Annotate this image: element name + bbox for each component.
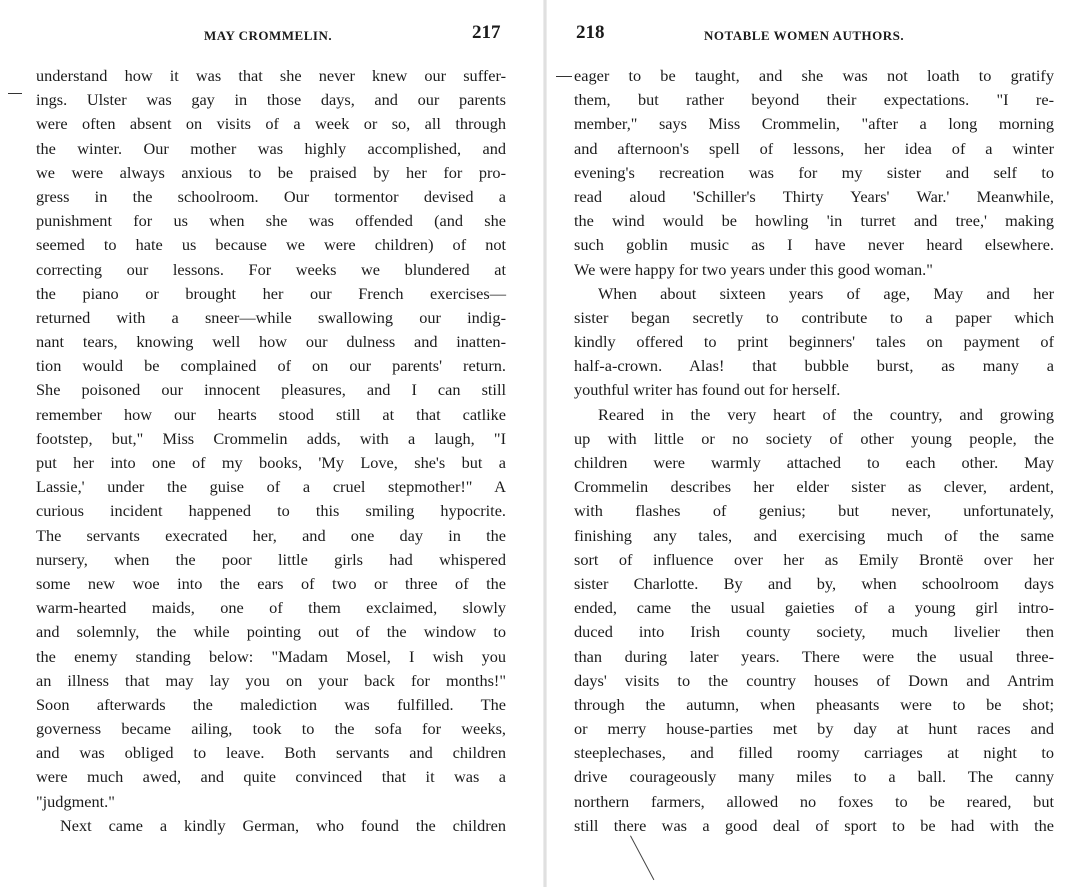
right-page-text-line: duced into Irish county society, much livelier then	[574, 622, 1054, 642]
left-page-text-line: gress in the schoolroom. Our tormentor devised a	[36, 186, 506, 206]
right-page-text-line: drive courageously many miles to a ball. The canny	[574, 767, 1054, 787]
right-page-text-line: sister began secretly to contribute to a paper which	[574, 307, 1054, 327]
left-page-text-line: seemed to hate us because we were children) of not	[36, 235, 506, 255]
left-running-head	[36, 22, 506, 46]
right-margin-pencil-mark	[556, 76, 572, 77]
right-page	[546, 0, 1092, 887]
left-page-text-line: Soon afterwards the malediction was fulfilled. The	[36, 694, 506, 714]
left-page-text-line: we were always anxious to be praised by her for pro-	[36, 162, 506, 182]
right-running-head-title: NOTABLE WOMEN AUTHORS.	[704, 28, 905, 43]
right-running-head	[576, 22, 1056, 46]
right-page-text-line: youthful writer has found out for herself.	[574, 380, 841, 400]
left-page-text-line: punishment for us when she was offended (and she	[36, 211, 506, 231]
right-page-text-line: and afternoon's spell of lessons, her idea of a winter	[574, 138, 1054, 158]
left-page-text-line: "judgment."	[36, 791, 115, 811]
right-page-text-line: eager to be taught, and she was not loath to gratify	[574, 66, 1054, 85]
left-page-text-line: the winter. Our mother was highly accomplished, and	[36, 138, 506, 158]
right-page-text-line: evening's recreation was for my sister and self to	[574, 162, 1054, 182]
right-page-text-line: such goblin music as I have never heard elsewhere.	[574, 235, 1054, 255]
left-page-text-line: understand how it was that she never knew our suffer-	[36, 66, 506, 85]
left-page-text-line: and was obliged to leave. Both servants and children	[36, 743, 506, 763]
left-page-text-line: tion would be complained of on our parents' return.	[36, 356, 506, 376]
right-page-text-line: up with little or no society of other young people, the	[574, 428, 1054, 448]
left-page-text-line: curious incident happened to this smiling hypocrite.	[36, 501, 506, 521]
right-page-text-line: ended, came the usual gaieties of a young girl intro-	[574, 598, 1054, 618]
right-page-text-line: half-a-crown. Alas! that bubble burst, as many a	[574, 356, 1054, 376]
right-body-text	[574, 64, 1054, 838]
right-page-text-line: kindly offered to print beginners' tales on payment of	[574, 332, 1054, 352]
left-page-text-line: an illness that may lay you on your back for months!"	[36, 670, 506, 690]
left-page-text-line: correcting our lessons. For weeks we blundered at	[36, 259, 506, 279]
left-body-text	[36, 64, 506, 838]
right-page-text-line: than during later years. There were the usual three-	[574, 646, 1054, 666]
right-page-text-line: When about sixteen years of age, May and her	[598, 283, 1054, 303]
right-page-text-line: Crommelin describes her elder sister as clever, ardent,	[574, 477, 1054, 497]
left-page-text-line: Lassie,' under the guise of a cruel stepmother!" A	[36, 477, 506, 497]
left-page-text-line: nant tears, knowing well how our dulness and inatten-	[36, 332, 506, 352]
right-page-text-line: northern farmers, allowed no foxes to be reared, but	[574, 791, 1054, 811]
left-page-text-line: remember how our hearts stood still at that catlike	[36, 404, 506, 424]
right-page-number: 218	[576, 22, 605, 43]
left-page-text-line: returned with a sneer—while swallowing our indig-	[36, 307, 506, 327]
left-page-text-line: some new woe into the ears of two or three of the	[36, 573, 506, 593]
left-page-text-line: governess became ailing, took to the sofa for weeks,	[36, 719, 506, 739]
left-page-text-line: warm-hearted maids, one of them exclaimed, slowly	[36, 598, 506, 618]
right-page-text-line: still there was a good deal of sport to be had with the	[574, 815, 1054, 835]
right-page-text-line: with flashes of genius; but never, unfortunately,	[574, 501, 1054, 521]
right-page-text-line: member," says Miss Crommelin, "after a long morning	[574, 114, 1054, 134]
right-page-text-line: days' visits to the country houses of Down and Antrim	[574, 670, 1054, 690]
left-page-text-line: footstep, but," Miss Crommelin adds, with a laugh, "I	[36, 428, 506, 448]
right-page-text-line: finishing any tales, and exercising much of the same	[574, 525, 1054, 545]
right-page-text-line: steeplechases, and filled roomy carriages at night to	[574, 743, 1054, 763]
right-page-text-line: We were happy for two years under this good woman."	[574, 259, 933, 279]
left-page-text-line: ings. Ulster was gay in those days, and our parents	[36, 90, 506, 110]
right-page-text-line: sort of influence over her as Emily Brontë over her	[574, 549, 1054, 569]
left-page-number: 217	[472, 22, 501, 43]
right-page-text-line: them, but rather beyond their expectations. "I re-	[574, 90, 1054, 110]
left-page-text-line: were much awed, and quite convinced that it was a	[36, 767, 506, 787]
left-page-text-line: the piano or brought her our French exercises—	[36, 283, 506, 303]
left-page-text-line: were often absent on visits of a week or so, all through	[36, 114, 506, 134]
right-page-text-line: the wind would be howling 'in turret and tree,' making	[574, 211, 1054, 231]
right-page-text-line: children were warmly attached to each other. May	[574, 453, 1054, 472]
right-page-text-line: read aloud 'Schiller's Thirty Years' War.' Meanwhile,	[574, 186, 1054, 206]
left-page-text-line: put her into one of my books, 'My Love, she's but a	[36, 453, 506, 472]
left-page-text-line: nursery, when the poor little girls had whispered	[36, 549, 506, 569]
left-page-text-line: and solemnly, the while pointing out of the window to	[36, 622, 506, 642]
left-page-text-line: The servants execrated her, and one day in the	[36, 525, 506, 545]
right-page-text-line: or merry house-parties met by day at hunt races and	[574, 719, 1054, 739]
left-page-text-line: the enemy standing below: "Madam Mosel, I wish you	[36, 646, 506, 666]
right-page-text-line: sister Charlotte. By and by, when schoolroom days	[574, 573, 1054, 593]
left-margin-pencil-mark	[8, 93, 22, 94]
left-running-head-title: MAY CROMMELIN.	[204, 28, 333, 43]
left-page-text-line: Next came a kindly German, who found the children	[60, 815, 506, 835]
right-page-text-line: through the autumn, when pheasants were to be shot;	[574, 694, 1054, 714]
left-page-text-line: She poisoned our innocent pleasures, and I can still	[36, 380, 506, 400]
right-page-text-line: Reared in the very heart of the country, and growing	[598, 404, 1054, 424]
